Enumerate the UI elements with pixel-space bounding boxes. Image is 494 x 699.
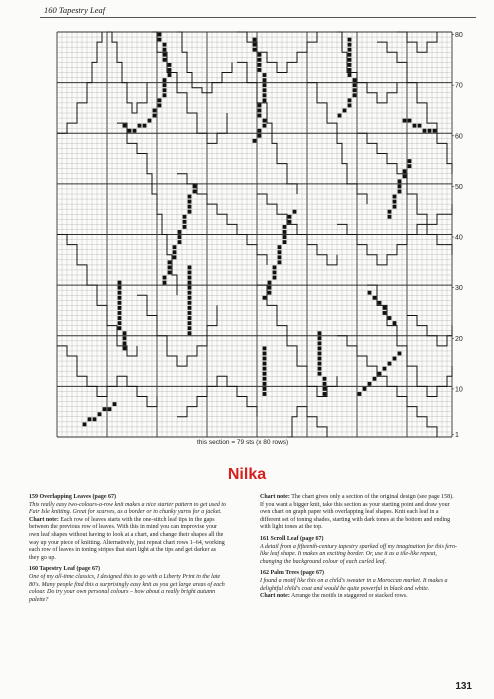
- vein-stitch: [398, 190, 402, 194]
- vein-stitch: [263, 372, 267, 376]
- vein-stitch: [93, 417, 97, 421]
- vein-stitch: [168, 265, 172, 269]
- vein-stitch: [428, 129, 432, 133]
- vein-stitch: [148, 119, 152, 123]
- vein-stitch: [163, 43, 167, 47]
- vein-stitch: [168, 271, 172, 275]
- vein-stitch: [178, 230, 182, 234]
- vein-stitch: [263, 387, 267, 391]
- vein-stitch: [133, 129, 137, 133]
- vein-stitch: [383, 367, 387, 371]
- pattern-162-heading: 162 Palm Trees (page 67): [260, 570, 324, 577]
- vein-stitch: [388, 215, 392, 219]
- vein-stitch: [318, 362, 322, 366]
- vein-stitch: [348, 68, 352, 72]
- pattern-160-intro: One of my all-time classics, I designed this to go with a Liberty Print in the late 80's. Many people find this a surprisingly easy knit as you get large areas of each colour. Do try your own personal colours – how about a really bright autumn palette?: [29, 573, 225, 603]
- vein-stitch: [363, 387, 367, 391]
- vein-stitch: [263, 78, 267, 82]
- vein-stitch: [348, 63, 352, 67]
- vein-stitch: [163, 83, 167, 87]
- vein-stitch: [183, 215, 187, 219]
- vein-stitch: [118, 291, 122, 295]
- vein-stitch: [123, 124, 127, 128]
- vein-stitch: [193, 190, 197, 194]
- vein-stitch: [263, 93, 267, 97]
- vein-stitch: [163, 58, 167, 62]
- vein-stitch: [348, 58, 352, 62]
- vein-stitch: [188, 331, 192, 335]
- vein-stitch: [138, 124, 142, 128]
- vein-stitch: [123, 346, 127, 350]
- vein-stitch: [288, 220, 292, 224]
- row-label: 40: [455, 234, 463, 242]
- vein-stitch: [268, 291, 272, 295]
- vein-stitch: [118, 316, 122, 320]
- vein-stitch: [338, 114, 342, 118]
- vein-stitch: [318, 331, 322, 335]
- vein-stitch: [158, 33, 162, 37]
- vein-stitch: [403, 169, 407, 173]
- vein-stitch: [258, 129, 262, 133]
- vein-stitch: [263, 73, 267, 77]
- vein-stitch: [378, 372, 382, 376]
- vein-stitch: [318, 346, 322, 350]
- right-column: [260, 494, 458, 605]
- vein-stitch: [123, 336, 127, 340]
- vein-stitch: [128, 129, 132, 133]
- vein-stitch: [188, 210, 192, 214]
- vein-stitch: [118, 281, 122, 285]
- vein-stitch: [388, 210, 392, 214]
- vein-stitch: [343, 109, 347, 113]
- vein-stitch: [163, 88, 167, 92]
- vein-stitch: [408, 119, 412, 123]
- vein-stitch: [258, 58, 262, 62]
- vein-stitch: [118, 321, 122, 325]
- vein-stitch: [393, 200, 397, 204]
- pattern-162-note-label: Chart note:: [260, 593, 290, 600]
- vein-stitch: [268, 281, 272, 285]
- vein-stitch: [258, 134, 262, 138]
- vein-stitch: [318, 357, 322, 361]
- vein-stitch: [178, 240, 182, 244]
- row-label: 50: [455, 183, 463, 191]
- vein-stitch: [173, 255, 177, 259]
- vein-stitch: [118, 306, 122, 310]
- vein-stitch: [418, 124, 422, 128]
- row-label: 30: [455, 285, 463, 293]
- row-label: 1: [455, 431, 459, 439]
- vein-stitch: [288, 215, 292, 219]
- vein-stitch: [188, 316, 192, 320]
- vein-stitch: [323, 382, 327, 386]
- vein-stitch: [258, 63, 262, 67]
- vein-stitch: [163, 53, 167, 57]
- vein-stitch: [293, 210, 297, 214]
- vein-stitch: [278, 255, 282, 259]
- vein-stitch: [253, 48, 257, 52]
- vein-stitch: [323, 387, 327, 391]
- vein-stitch: [153, 114, 157, 118]
- vein-stitch: [253, 139, 257, 143]
- vein-stitch: [118, 311, 122, 315]
- pattern-160-note-label: Chart note:: [260, 494, 290, 500]
- vein-stitch: [408, 159, 412, 163]
- vein-stitch: [318, 341, 322, 345]
- vein-stitch: [373, 296, 377, 300]
- vein-stitch: [188, 265, 192, 269]
- vein-stitch: [393, 205, 397, 209]
- vein-stitch: [278, 245, 282, 249]
- vein-stitch: [188, 311, 192, 315]
- vein-stitch: [188, 271, 192, 275]
- vein-stitch: [383, 306, 387, 310]
- vein-stitch: [413, 124, 417, 128]
- vein-stitch: [408, 164, 412, 168]
- vein-stitch: [268, 286, 272, 290]
- vein-stitch: [263, 119, 267, 123]
- left-column: [29, 494, 227, 608]
- vein-stitch: [263, 352, 267, 356]
- vein-stitch: [263, 377, 267, 381]
- vein-stitch: [183, 225, 187, 229]
- vein-stitch: [403, 174, 407, 178]
- vein-stitch: [253, 38, 257, 42]
- vein-stitch: [163, 281, 167, 285]
- vein-stitch: [348, 43, 352, 47]
- vein-stitch: [383, 311, 387, 315]
- vein-stitch: [278, 250, 282, 254]
- row-labels: [452, 32, 463, 439]
- vein-stitch: [188, 306, 192, 310]
- vein-stitch: [393, 321, 397, 325]
- chart-header-title: 160 Tapestry Leaf: [44, 5, 106, 15]
- vein-stitch: [258, 109, 262, 113]
- vein-stitch: [113, 402, 117, 406]
- pattern-159-note: Each row of leaves starts with the one-stitch leaf tips in the gaps between the previous row of leaves. With this in mind you can improvise your own leaf shapes without having to look at a chart, and change their shapes all the way up your piece of knitting. Alternatively, just repeat chart rows 1–64, working each row of leaves in toning stripes that start light at the tips and get darker as they go up.: [29, 516, 225, 561]
- vein-stitch: [118, 286, 122, 290]
- vein-stitch: [423, 129, 427, 133]
- vein-stitch: [188, 291, 192, 295]
- vein-stitch: [358, 392, 362, 396]
- pattern-162-note: Arrange the motifs in staggered or stacked rows.: [291, 593, 408, 600]
- vein-stitch: [263, 124, 267, 128]
- pattern-159-note-label: Chart note:: [29, 516, 59, 523]
- row-label: 10: [455, 386, 463, 394]
- vein-stitch: [178, 235, 182, 239]
- vein-stitch: [193, 184, 197, 188]
- row-label: 20: [455, 335, 463, 343]
- vein-stitch: [273, 265, 277, 269]
- vein-stitch: [168, 68, 172, 72]
- vein-stitch: [273, 276, 277, 280]
- pattern-159-heading: 159 Overlapping Leaves (page 67): [29, 494, 116, 500]
- vein-stitch: [348, 53, 352, 57]
- vein-stitch: [188, 326, 192, 330]
- vein-stitch: [318, 372, 322, 376]
- vein-stitch: [273, 271, 277, 275]
- vein-stitch: [183, 220, 187, 224]
- vein-stitch: [118, 301, 122, 305]
- vein-stitch: [188, 205, 192, 209]
- vein-stitch: [158, 98, 162, 102]
- vein-stitch: [283, 230, 287, 234]
- vein-stitch: [323, 377, 327, 381]
- vein-stitch: [353, 78, 357, 82]
- vein-stitch: [103, 407, 107, 411]
- vein-stitch: [188, 301, 192, 305]
- chart-caption: this section = 79 sts (x 80 rows): [197, 439, 289, 446]
- vein-stitch: [188, 281, 192, 285]
- vein-stitch: [388, 362, 392, 366]
- vein-stitch: [318, 336, 322, 340]
- vein-stitch: [258, 68, 262, 72]
- page-number: 131: [455, 681, 472, 692]
- vein-stitch: [263, 392, 267, 396]
- vein-stitch: [263, 357, 267, 361]
- vein-stitch: [398, 179, 402, 183]
- vein-stitch: [318, 367, 322, 371]
- vein-stitch: [163, 48, 167, 52]
- vein-stitch: [263, 296, 267, 300]
- vein-stitch: [168, 73, 172, 77]
- vein-stitch: [188, 200, 192, 204]
- vein-stitch: [353, 83, 357, 87]
- vein-stitch: [153, 109, 157, 113]
- vein-stitch: [258, 53, 262, 57]
- vein-stitch: [173, 250, 177, 254]
- vein-stitch: [108, 407, 112, 411]
- vein-stitch: [348, 73, 352, 77]
- vein-stitch: [398, 352, 402, 356]
- vein-stitch: [283, 235, 287, 239]
- vein-stitch: [398, 184, 402, 188]
- vein-stitch: [158, 103, 162, 107]
- vein-stitch: [263, 98, 267, 102]
- vein-stitch: [353, 93, 357, 97]
- vein-stitch: [98, 412, 102, 416]
- row-label: 70: [455, 82, 463, 90]
- vein-stitch: [173, 245, 177, 249]
- vein-stitch: [143, 124, 147, 128]
- vein-stitch: [318, 352, 322, 356]
- pattern-161-intro: A detail from a fifteenth-century tapestry sparked off my imagination for this fern-like leaf shape. It makes an exciting border. Or, use it as a tile-like repeat, changing the background colour of each curled leaf.: [260, 543, 457, 565]
- vein-stitch: [393, 195, 397, 199]
- vein-stitch: [188, 296, 192, 300]
- vein-stitch: [263, 346, 267, 350]
- vein-stitch: [348, 103, 352, 107]
- vein-stitch: [263, 88, 267, 92]
- row-label: 80: [455, 32, 463, 40]
- vein-stitch: [188, 276, 192, 280]
- vein-stitch: [163, 78, 167, 82]
- vein-stitch: [258, 103, 262, 107]
- vein-stitch: [88, 417, 92, 421]
- vein-stitch: [123, 341, 127, 345]
- vein-stitch: [118, 326, 122, 330]
- vein-stitch: [168, 63, 172, 67]
- vein-stitch: [253, 43, 257, 47]
- vein-stitch: [158, 38, 162, 42]
- vein-stitch: [263, 83, 267, 87]
- vein-stitch: [168, 260, 172, 264]
- vein-stitch: [83, 422, 87, 426]
- vein-stitch: [378, 301, 382, 305]
- vein-stitch: [353, 88, 357, 92]
- vein-stitch: [403, 119, 407, 123]
- pattern-159-intro: This really easy two-colours-a-row knit makes a nice starter pattern to get used to Fair Isle knitting. Great for scarves, as a border or in chunky yarns for a jacket.: [29, 501, 227, 516]
- vein-stitch: [348, 38, 352, 42]
- vein-stitch: [433, 129, 437, 133]
- vein-stitch: [263, 367, 267, 371]
- vein-stitch: [373, 377, 377, 381]
- vein-stitch: [263, 362, 267, 366]
- vein-stitch: [323, 392, 327, 396]
- vein-stitch: [368, 291, 372, 295]
- vein-stitch: [393, 357, 397, 361]
- vein-stitch: [348, 98, 352, 102]
- vein-stitch: [163, 93, 167, 97]
- vein-stitch: [283, 225, 287, 229]
- vein-stitch: [368, 382, 372, 386]
- pattern-160-heading: 160 Tapestry Leaf (page 67): [29, 566, 100, 573]
- vein-stitch: [263, 382, 267, 386]
- vein-stitch: [258, 114, 262, 118]
- pattern-162-intro: I found a motif like this on a child's sweater in a Moroccan market. It makes a delightful child's coat and would be quite powerful in black and white.: [260, 577, 448, 592]
- pattern-160-note: The chart gives only a section of the original design (see page 158). If you want a bigger knit, take this section as your starting point and draw your own chart on graph paper with overlapping leaf shapes. Knit each leaf in a different set of toning shades, starting with dark tones at the bottom and ending with light tones at the top.: [260, 494, 454, 531]
- page-title: Nilka: [227, 466, 267, 483]
- vein-stitch: [188, 195, 192, 199]
- pattern-161-heading: 161 Scroll Leaf (page 67): [260, 535, 324, 542]
- vein-stitch: [278, 260, 282, 264]
- vein-stitch: [188, 286, 192, 290]
- vein-stitch: [188, 321, 192, 325]
- row-label: 60: [455, 133, 463, 141]
- vein-stitch: [123, 331, 127, 335]
- vein-stitch: [348, 48, 352, 52]
- vein-stitch: [388, 316, 392, 320]
- vein-stitch: [283, 240, 287, 244]
- vein-stitch: [118, 296, 122, 300]
- vein-stitch: [163, 276, 167, 280]
